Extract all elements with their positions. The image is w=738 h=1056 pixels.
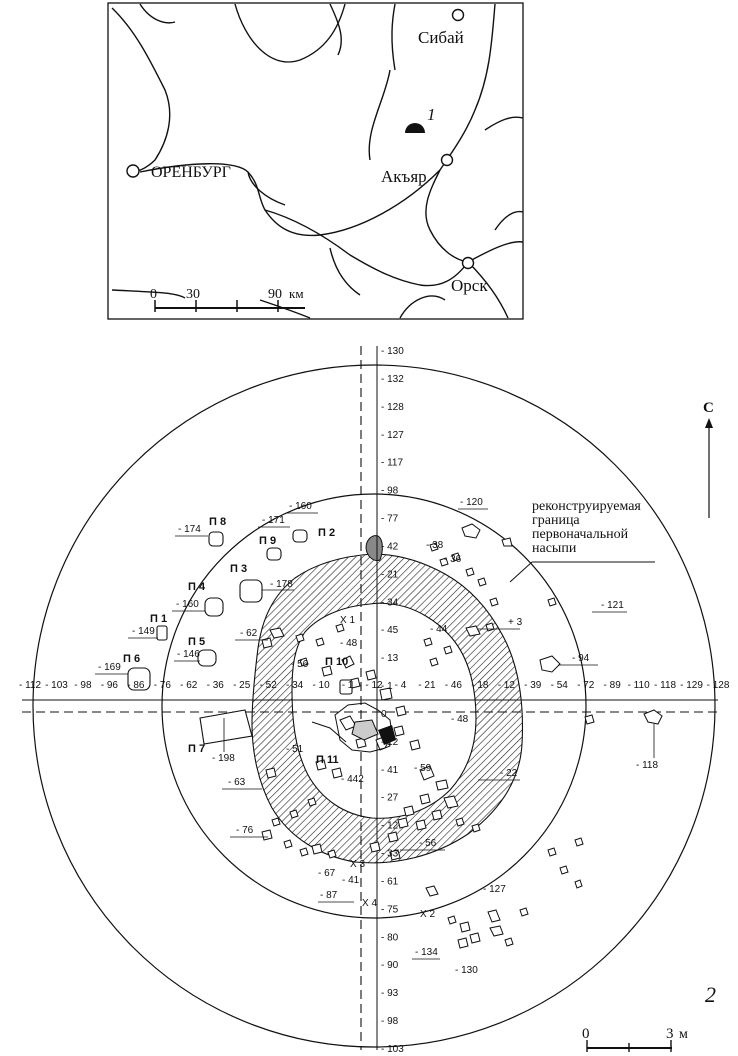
city-label-orenburg: ОРЕНБУРГ — [151, 164, 231, 181]
horizontal-tick-label: - 129 — [680, 680, 703, 691]
horizontal-tick-label: - 76 — [153, 680, 171, 691]
horizontal-tick-label: - 10 — [312, 680, 330, 691]
vertical-tick-label: 0 — [381, 708, 387, 720]
pit-9 — [267, 548, 281, 560]
horizontal-tick-label: - 89 — [603, 680, 621, 691]
depth-mark: - 63 — [228, 777, 246, 788]
vertical-tick-label: - 41 — [381, 764, 399, 776]
depth-mark: - 38 — [426, 540, 444, 551]
horizontal-tick-label: - 21 — [418, 680, 436, 691]
horizontal-tick-label: - 12 — [497, 680, 515, 691]
legend-line-3: первоначальной — [532, 527, 629, 542]
depth-mark: - 56 — [291, 659, 309, 670]
horizontal-tick-label: - 96 — [100, 680, 119, 691]
depth-mark: - 118 — [636, 760, 659, 771]
north-label: С — [703, 400, 714, 416]
find-label: Х 4 — [362, 898, 378, 909]
horizontal-tick-label: - 1 — [341, 680, 354, 691]
vertical-tick-label: - 128 — [381, 401, 404, 413]
vertical-tick-label: - 21 — [381, 569, 399, 581]
horizontal-tick-label: - 46 — [444, 680, 463, 691]
depth-mark: - 121 — [601, 600, 624, 611]
horizontal-tick-label: - 52 — [259, 680, 277, 691]
vertical-tick-label: - 77 — [381, 513, 399, 525]
horizontal-tick-label: - 110 — [627, 680, 650, 691]
pit-5 — [198, 650, 216, 666]
vertical-tick-label: - 42 — [381, 541, 399, 553]
city-label-orsk: Орск — [451, 276, 488, 295]
vertical-tick-label: - 33 — [381, 848, 399, 860]
depth-mark: + 3 — [508, 617, 523, 628]
find-label: Х 1 — [340, 615, 356, 626]
pit-1 — [157, 626, 167, 640]
vertical-tick-label: - 132 — [381, 373, 404, 385]
pit-label-7: П 7 — [188, 743, 206, 755]
horizontal-tick-label: - 36 — [206, 680, 224, 691]
vertical-tick-label: - 98 — [381, 485, 399, 497]
depth-mark: - 67 — [318, 868, 336, 879]
pit-label-4: П 4 — [188, 581, 206, 593]
figure-number: 2 — [705, 982, 716, 1007]
pit-depth-9: - 171 — [262, 515, 285, 526]
pit-depth-2: - 160 — [289, 501, 312, 512]
pit-8 — [209, 532, 223, 546]
horizontal-tick-labels — [19, 680, 730, 691]
depth-mark: - 44 — [430, 624, 448, 635]
inset-map — [108, 3, 523, 319]
city-marker-orsk — [463, 258, 474, 269]
vertical-tick-label: - 12 — [381, 736, 399, 748]
depth-mark: - 48 — [451, 714, 469, 725]
pit-label-6: П 6 — [123, 653, 141, 665]
scale-label-90: 90 — [268, 287, 282, 302]
horizontal-tick-label: - 86 — [127, 680, 145, 691]
horizontal-tick-label: - 72 — [577, 680, 595, 691]
city-marker-sibay — [453, 10, 464, 21]
city-marker-orenburg — [127, 165, 139, 177]
pit-label-2: П 2 — [318, 527, 336, 539]
horizontal-tick-label: - 98 — [74, 680, 92, 691]
vertical-tick-label: - 45 — [381, 625, 399, 637]
horizontal-tick-label: - 18 — [471, 680, 489, 691]
pit-label-3: П 3 — [230, 563, 248, 575]
depth-mark: - 56 — [419, 838, 437, 849]
vertical-tick-label: - 130 — [381, 346, 404, 357]
pit-label-10: П 10 — [325, 656, 349, 668]
legend — [510, 499, 655, 582]
depth-mark: - 127 — [483, 884, 506, 895]
depth-mark: - 59 — [414, 763, 432, 774]
vertical-tick-label: - 98 — [381, 1016, 399, 1028]
pit-depth-11: - 442 — [341, 774, 364, 785]
find-label: Х 3 — [350, 859, 366, 870]
legend-line-2: граница — [532, 513, 580, 528]
vertical-tick-label: - 80 — [381, 932, 399, 944]
horizontal-tick-label: - 54 — [550, 680, 568, 691]
plan-scale-unit: м — [679, 1027, 688, 1042]
horizontal-tick-label: - 103 — [45, 680, 68, 691]
vertical-tick-label: - 93 — [381, 988, 399, 1000]
depth-mark: - 41 — [342, 875, 360, 886]
pit-depth-5: - 146 — [177, 649, 200, 660]
vertical-tick-label: - 12 — [381, 820, 399, 832]
pit-depth-4: - 160 — [176, 599, 199, 610]
vertical-tick-label: - 1 — [381, 681, 393, 693]
plan-scale-0: 0 — [582, 1026, 590, 1042]
vertical-tick-label: - 27 — [381, 792, 399, 804]
horizontal-tick-label: - 39 — [524, 680, 542, 691]
horizontal-tick-label: - 118 — [654, 680, 677, 691]
city-label-sibay: Сибай — [418, 28, 464, 47]
vertical-tick-label: - 117 — [381, 457, 404, 469]
horizontal-tick-label: - 128 — [706, 680, 730, 691]
legend-line-1: реконструируемая — [532, 499, 641, 514]
pit-4 — [205, 598, 223, 616]
pit-label-5: П 5 — [188, 636, 206, 648]
pit-depth-1: - 149 — [132, 626, 155, 637]
scale-label-30: 30 — [186, 287, 200, 302]
depth-mark: - 22 — [500, 768, 518, 779]
depth-mark: - 48 — [340, 638, 358, 649]
vertical-tick-label: - 34 — [381, 597, 399, 609]
depth-mark: - 51 — [286, 744, 304, 755]
depth-mark: - 94 — [572, 653, 590, 664]
pit-depth-7: - 198 — [212, 753, 235, 764]
horizontal-tick-label: - 112 — [18, 680, 42, 691]
horizontal-tick-label: - 4 — [394, 680, 407, 691]
legend-line-4: насыпи — [532, 541, 577, 556]
pit-7 — [200, 710, 252, 744]
depth-mark: - 134 — [415, 947, 438, 958]
scale-unit-km: км — [289, 286, 304, 301]
horizontal-tick-label: - 25 — [233, 680, 251, 691]
plan-scale-bar — [582, 1026, 688, 1052]
scale-label-0: 0 — [150, 287, 157, 302]
plan-scale-3: 3 — [666, 1026, 674, 1042]
city-marker-akyar — [442, 155, 453, 166]
vertical-tick-label: - 127 — [381, 429, 404, 441]
pit-2 — [293, 530, 307, 542]
outer-boundary-circle — [33, 365, 715, 1047]
pit-label-11: П 11 — [316, 754, 339, 766]
vertical-tick-label: - 13 — [381, 653, 399, 665]
depth-mark: - 130 — [455, 965, 478, 976]
horizontal-tick-label: - 62 — [180, 680, 198, 691]
north-arrow — [703, 400, 714, 518]
horizontal-tick-label: - 34 — [285, 680, 304, 691]
pit-3 — [240, 580, 262, 602]
find-label: Х 2 — [420, 909, 436, 920]
horizontal-tick-label: - 12 — [365, 680, 383, 691]
pit-depth-6: - 169 — [98, 662, 121, 673]
vertical-tick-label: - 103 — [381, 1044, 404, 1055]
depth-mark: - 120 — [460, 497, 483, 508]
pit-depth-8: - 174 — [178, 524, 201, 535]
kurgan-plan — [19, 346, 730, 1055]
pit-depth-3: - 178 — [270, 579, 293, 590]
vertical-tick-label: - 75 — [381, 904, 399, 916]
pit-label-1: П 1 — [150, 613, 168, 625]
city-label-akyar: Акъяр — [381, 167, 427, 186]
depth-mark: - 62 — [240, 628, 258, 639]
vertical-tick-label: - 90 — [381, 960, 399, 972]
site-marker-label: 1 — [427, 105, 436, 124]
pit-label-9: П 9 — [259, 535, 277, 547]
depth-mark: - 36 — [444, 554, 462, 565]
vertical-tick-label: - 61 — [381, 876, 399, 888]
depth-mark: - 87 — [320, 890, 338, 901]
depth-mark: - 76 — [236, 825, 254, 836]
pit-label-8: П 8 — [209, 516, 227, 528]
